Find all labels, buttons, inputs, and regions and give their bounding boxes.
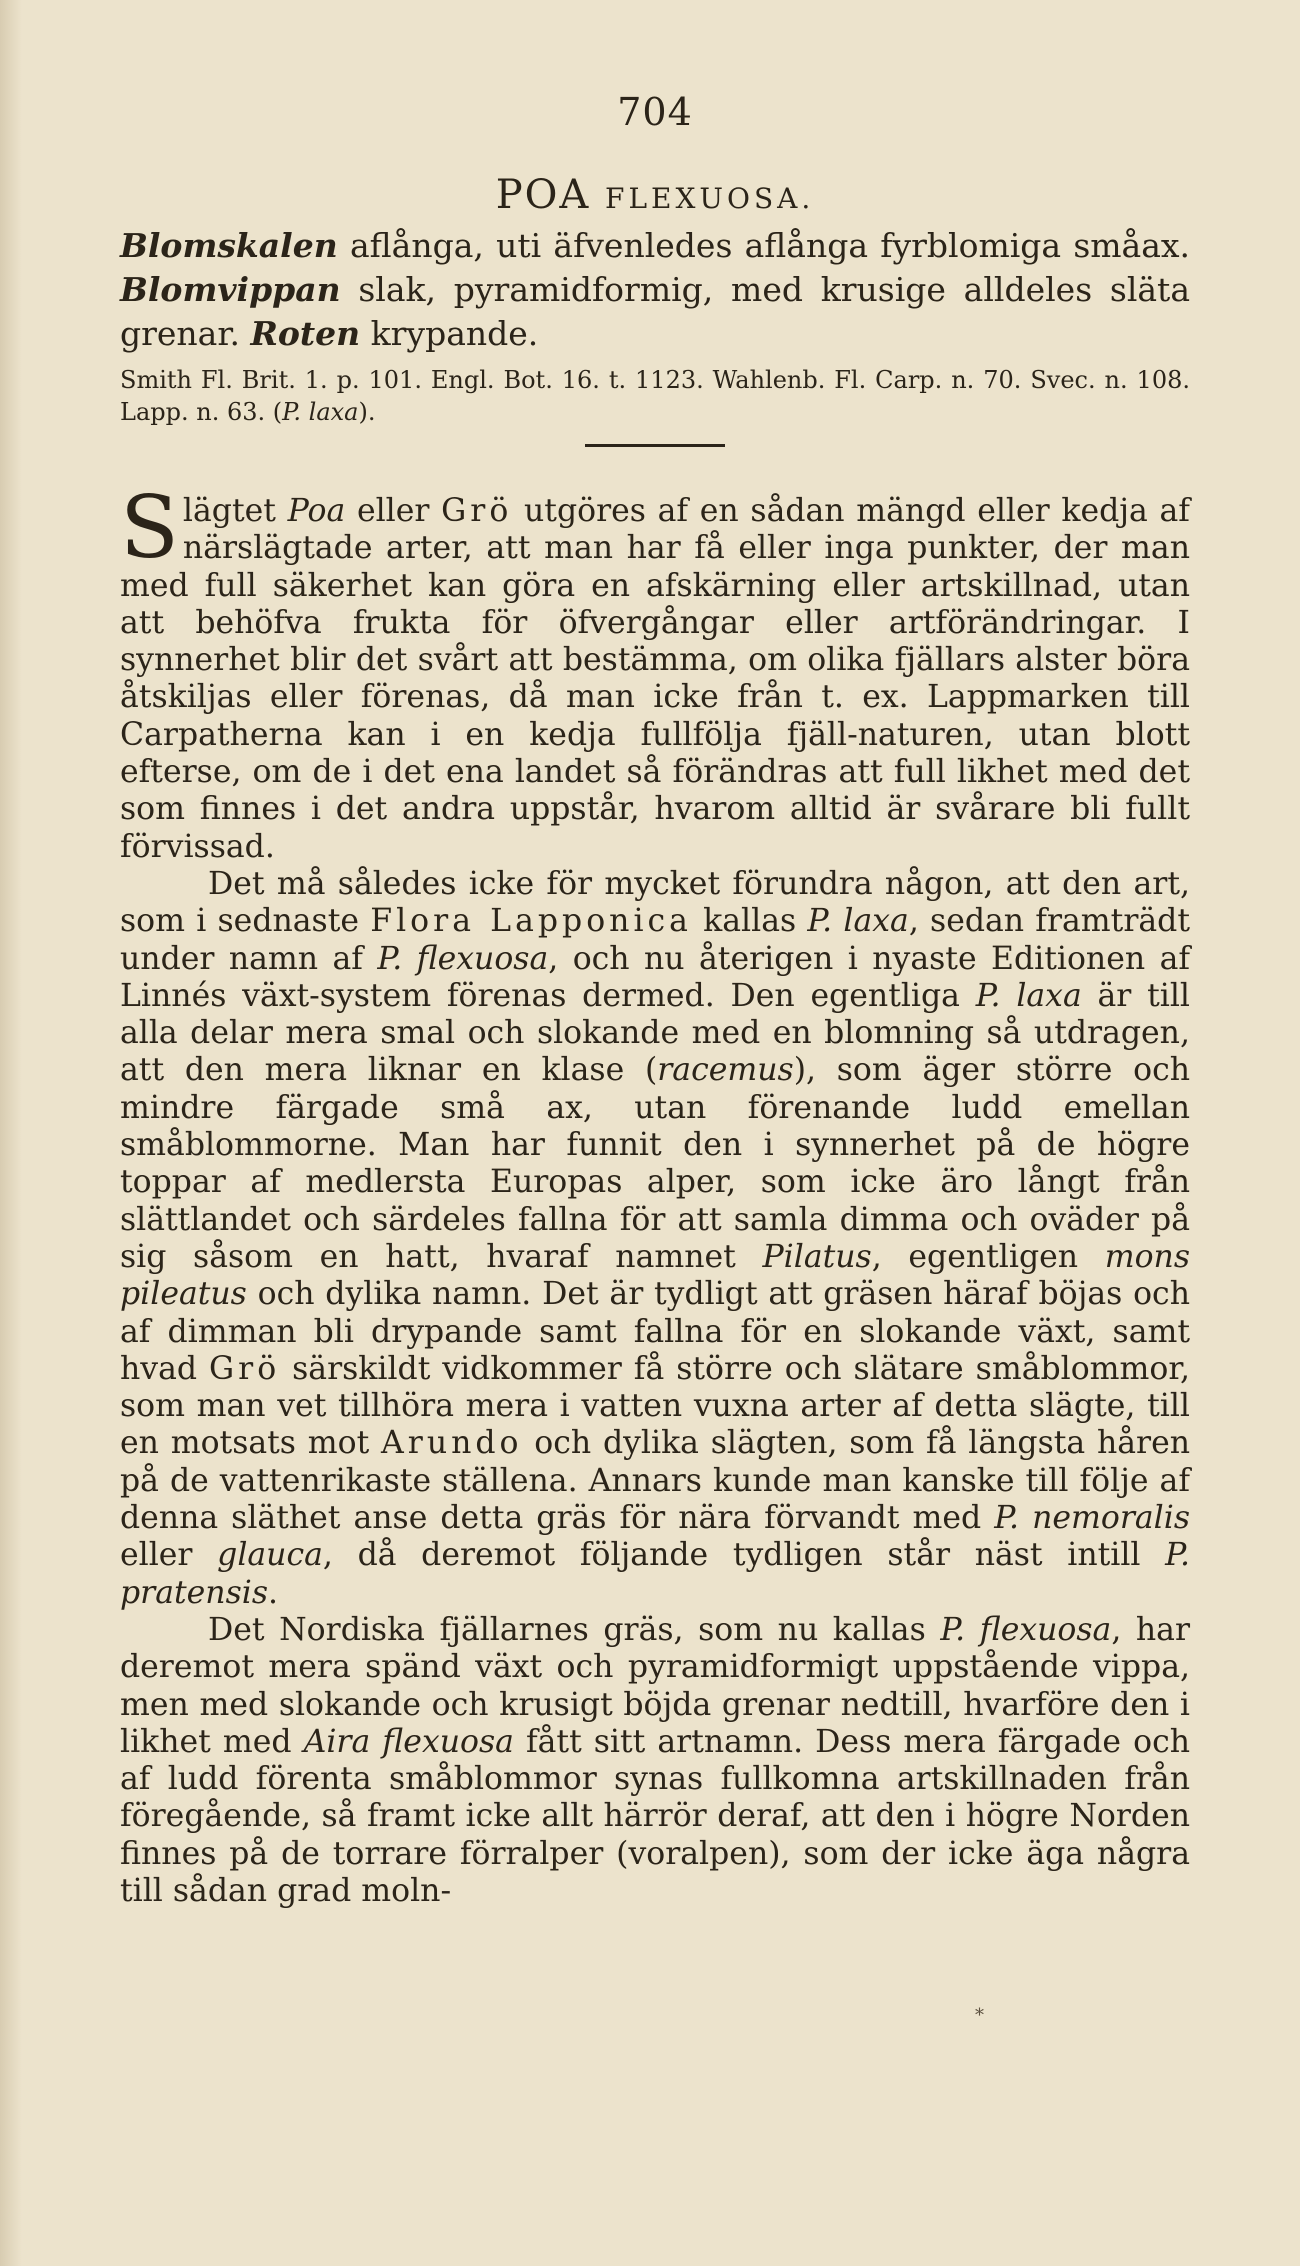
literature-references: Smith Fl. Brit. 1. p. 101. Engl. Bot. 16. t. 1123. Wahlenb. Fl. Carp. n. 70. Svec. n. 108. Lapp. n. 63. (P. laxa). (120, 366, 1190, 426)
genus-name: POA (495, 172, 591, 218)
desc-term: Roten (250, 314, 361, 353)
body-text (120, 478, 1191, 1910)
species-title (120, 172, 1190, 218)
species-description: Blomskalen aflånga, uti äfvenledes aflånga fyrblomiga småax. Blomvippan slak, pyramidformig, med krusige alldeles släta grenar. Roten krypande. (120, 226, 1190, 353)
desc-term: Blomvippan (120, 270, 341, 309)
paragraph-1: Slägtet Poa eller Grö utgöres af en sådan mängd eller kedja af närslägtade arter, att man har få eller inga punkter, der man med full säkerhet kan göra en afskärning eller artskillnad, utan att behöfva frukta för öfvergångar eller artförändringar. I synnerhet blir det svårt att bestämma, om olika fjällars alster böra åtskiljas eller förenas, då man icke från t. ex. Lappmarken till Carpatherna kan i en kedja fullfölja fjäll-naturen, utan blott efterse, om de i det ena landet så förändras att full likhet med det som finnes i det andra uppstår, hvarom alltid är svårare bli fullt förvissad. (120, 478, 1190, 865)
desc-term: Blomskalen (120, 226, 338, 265)
page-edge-shadow (0, 0, 22, 2266)
text-block (120, 90, 1190, 1910)
section-divider (585, 444, 725, 447)
footer-mark: * (975, 2005, 984, 2026)
paragraph-3: Det Nordiska fjällarnes gräs, som nu kallas P. flexuosa, har deremot mera spänd växt och pyramidformigt uppstående vippa, men med slokande och krusigt böjda grenar nedtill, hvarföre den i likhet med Aira flexuosa fått sitt artnamn. Dess mera färgade och af ludd förenta småblommor synas fullkomna artskillnaden från föregående, så framt icke allt härrör deraf, att den i högre Norden finnes på de torrare förralper (voralpen), som der icke äga några till sådan grad moln- (120, 1611, 1191, 1909)
species-name: FLEXUOSA. (605, 182, 815, 215)
page-number: 704 (617, 90, 693, 134)
paragraph-2: Det må således icke för mycket förundra någon, att den art, som i sednaste Flora Lapponica kallas P. laxa, sedan framträdt under namn af P. flexuosa, och nu återigen i nyaste Editionen af Linnés växt-system förenas dermed. Den egentliga P. laxa är till alla delar mera smal och slokande med en blomning så utdragen, att den mera liknar en klase (racemus), som äger större och mindre färgade små ax, utan förenande ludd emellan småblommorne. Man har funnit den i synnerhet på de högre toppar af medlersta Europas alper, som icke äro långt från slättlandet och särdeles fallna för att samla dimma och oväder på sig såsom en hatt, hvaraf namnet Pilatus, egentligen mons pileatus och dylika namn. Det är tydligt att gräsen häraf böjas och af dimman bli drypande samt fallna för en slokande växt, samt hvad Grö särskildt vidkommer få större och slätare småblommor, som man vet tillhöra mera i vatten vuxna arter af detta slägte, till en motsats mot Arundo och dylika slägten, som få längsta håren på de vattenrikaste ställena. Annars kunde man kanske till följe af denna släthet anse detta gräs för nära förvandt med P. nemoralis eller glauca, då deremot följande tydligen står näst intill P. pratensis. (120, 865, 1191, 1611)
drop-cap: S (120, 478, 179, 578)
